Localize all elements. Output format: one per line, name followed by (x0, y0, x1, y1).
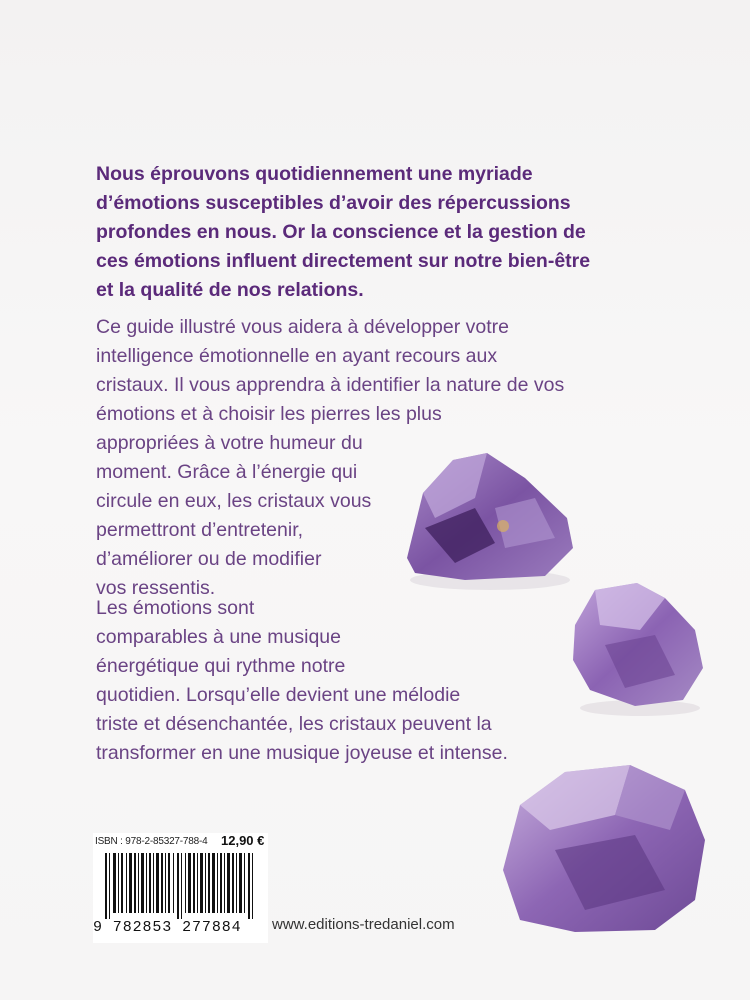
paragraph-line: intelligence émotionnelle en ayant recours aux (96, 345, 498, 367)
intro-line: Nous éprouvons quotidiennement une myriade (96, 163, 533, 185)
paragraph-line: d’améliorer ou de modifier (96, 548, 322, 570)
paragraph-line: cristaux. Il vous apprendra à identifier la nature de vos (96, 374, 565, 396)
paragraph-line: Les émotions sont (96, 597, 255, 619)
isbn-label: ISBN : 978-2-85327-788-4 (95, 836, 208, 847)
paragraph-line: transformer en une musique joyeuse et intense. (96, 742, 508, 764)
intro-line: ces émotions influent directement sur notre bien-être (96, 250, 591, 272)
publisher-website: www.editions-tredaniel.com (272, 916, 455, 933)
barcode-icon (93, 853, 268, 919)
amethyst-crystal-image (565, 580, 710, 720)
paragraph-line: moment. Grâce à l’énergie qui (96, 461, 358, 483)
paragraph-line: appropriées à votre humeur du (96, 432, 363, 454)
intro-line: d’émotions susceptibles d’avoir des répercussions (96, 192, 571, 214)
paragraph-line: énergétique qui rythme notre (96, 655, 346, 677)
barcode-block (93, 833, 268, 943)
paragraph-line: circule en eux, les cristaux vous (96, 490, 372, 512)
intro-paragraph (96, 160, 656, 305)
amethyst-crystal-image (495, 760, 710, 935)
paragraph-line: triste et désenchantée, les cristaux peuvent la (96, 713, 492, 735)
intro-line: et la qualité de nos relations. (96, 279, 364, 301)
amethyst-crystal-image (395, 448, 580, 593)
paragraph-line: quotidien. Lorsqu’elle devient une mélodie (96, 684, 461, 706)
paragraph-line: vos ressentis. (96, 577, 216, 599)
barcode-number: 9 782853 277884 (93, 919, 242, 936)
paragraph-line: Ce guide illustré vous aidera à développer votre (96, 316, 509, 338)
intro-line: profondes en nous. Or la conscience et la gestion de (96, 221, 586, 243)
paragraph-line: comparables à une musique (96, 626, 341, 648)
price-label: 12,90 € (221, 833, 265, 848)
paragraph-line: émotions et à choisir les pierres les plus (96, 403, 442, 425)
description-paragraph-2 (96, 594, 508, 768)
paragraph-line: permettront d’entretenir, (96, 519, 304, 541)
